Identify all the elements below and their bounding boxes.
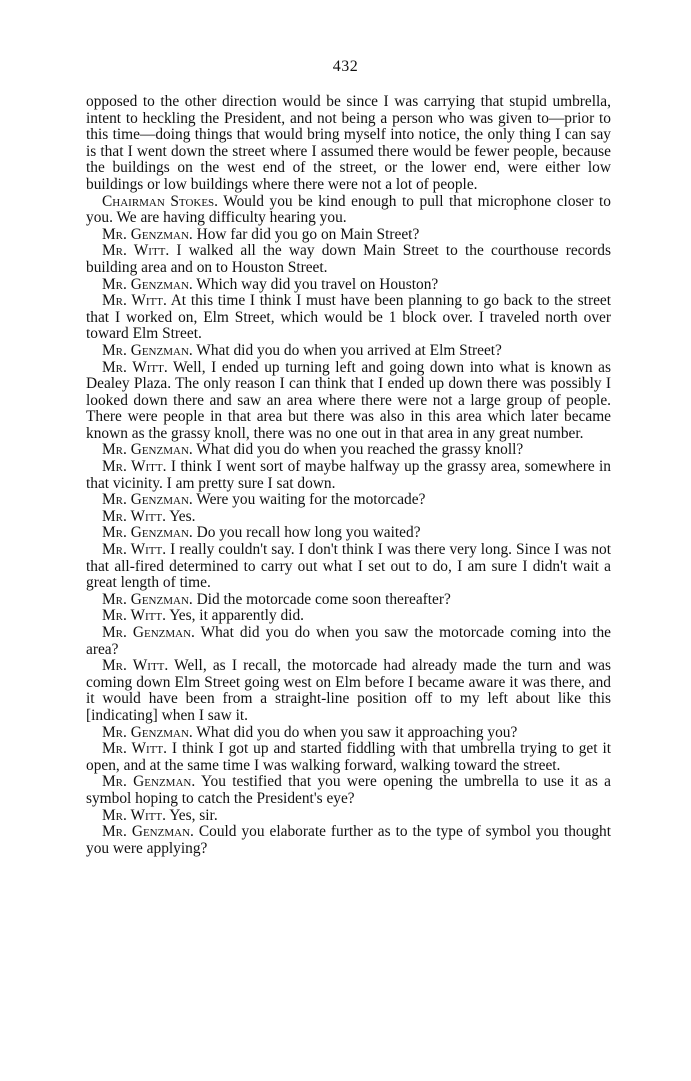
paragraph (86, 343, 611, 360)
paragraph-text: What did you do when you arrived at Elm Street? (192, 341, 502, 359)
speaker-name: Mr. Genzman. (102, 723, 193, 741)
paragraph (86, 442, 611, 459)
paragraph (86, 492, 611, 509)
paragraph-text: Would you be kind enough to pull that microphone closer to you. We are having difficulty hearing you. (86, 192, 611, 227)
speaker-name: Mr. Genzman. (102, 275, 193, 293)
paragraph (86, 459, 611, 492)
paragraph-text: Do you recall how long you waited? (192, 524, 421, 542)
paragraph-text: Well, I ended up turning left and going down into what is known as Dealey Plaza. The only reason I can think that I ended up down there was possibly I looked down there and saw an area where there were not a large group of people. There were people in that area but there was also in this area which later became known as the grassy knoll, there was no one out in that area in any great number. (86, 358, 611, 442)
paragraph (86, 509, 611, 526)
speaker-name: Mr. Witt. (102, 740, 167, 758)
paragraph (86, 824, 611, 857)
speaker-name: Mr. Genzman. (102, 823, 194, 841)
speaker-name: Mr. Genzman. (102, 524, 193, 542)
paragraph-text: Were you waiting for the motorcade? (192, 491, 426, 509)
speaker-name: Mr. Witt. (102, 607, 166, 625)
speaker-name: Mr. Witt. (102, 657, 169, 675)
paragraph (86, 360, 611, 443)
paragraph-text: Yes. (165, 507, 196, 525)
paragraph (86, 525, 611, 542)
paragraph-text: At this time I think I must have been planning to go back to the street that I worked on, Elm Street, which would be 1 block over. I traveled north over toward Elm Street. (86, 292, 612, 343)
speaker-name: Mr. Genzman. (102, 624, 195, 641)
paragraph (86, 277, 611, 294)
paragraph (86, 94, 611, 194)
speaker-name: Mr. Witt. (102, 541, 167, 559)
speaker-name: Mr. Genzman. (102, 773, 196, 791)
speaker-name: Mr. Witt. (102, 242, 170, 260)
speaker-name: Mr. Witt. (102, 358, 168, 376)
paragraph-text: What did you do when you reached the grassy knoll? (192, 441, 524, 459)
paragraph-text: You testified that you were opening the umbrella to use it as a symbol hoping to catch the President's eye? (86, 773, 611, 807)
paragraph (86, 625, 611, 658)
paragraph-text: Did the motorcade come soon thereafter? (192, 590, 451, 608)
paragraph (86, 293, 611, 343)
transcript-body (86, 94, 611, 857)
speaker-name: Chairman Stokes. (102, 192, 219, 210)
paragraph-text: Yes, it apparently did. (165, 607, 305, 625)
paragraph (86, 741, 611, 774)
paragraph (86, 243, 611, 276)
paragraph-text: How far did you go on Main Street? (192, 225, 420, 243)
paragraph-text: I walked all the way down Main Street to the courthouse records building area and on to Houston Street. (86, 242, 611, 276)
paragraph-text: Which way did you travel on Houston? (192, 275, 439, 293)
paragraph (86, 542, 611, 592)
paragraph-text: Yes, sir. (165, 806, 218, 824)
paragraph-text: I really couldn't say. I don't think I was there very long. Since I was not that all-fired determined to carry out what I set out to do, I am sure I didn't wait a great length of time. (86, 541, 612, 592)
paragraph-text: I think I got up and started fiddling with that umbrella trying to get it open, and at the same time I was walking forward, walking toward the street. (86, 740, 611, 774)
paragraph (86, 774, 611, 807)
paragraph (86, 592, 611, 609)
speaker-name: Mr. Witt. (102, 507, 166, 525)
paragraph (86, 608, 611, 625)
paragraph-text: opposed to the other direction would be since I was carrying that stupid umbrella, intent to heckling the President, and not being a person who was given to—prior to this time—doing things that would bring myself into notice, the only thing I can say is that I went down the street where I assumed there would be fewer people, because the buildings on the west end of the street, or the lower end, were either low buildings or low buildings where there were not a lot of people. (86, 93, 611, 193)
speaker-name: Mr. Genzman. (102, 491, 193, 509)
page-number: 432 (332, 58, 359, 75)
paragraph-text: Could you elaborate further as to the type of symbol you thought you were applying? (86, 823, 611, 857)
paragraph-text: What did you do when you saw it approaching you? (192, 723, 518, 741)
speaker-name: Mr. Witt. (102, 458, 167, 476)
paragraph (86, 194, 611, 227)
paragraph-text: What did you do when you saw the motorcade coming into the area? (86, 624, 611, 658)
speaker-name: Mr. Witt. (102, 292, 167, 310)
speaker-name: Mr. Genzman. (102, 341, 193, 359)
paragraph (86, 725, 611, 742)
paragraph (86, 658, 611, 724)
paragraph (86, 808, 611, 825)
speaker-name: Mr. Genzman. (102, 225, 193, 243)
paragraph (86, 227, 611, 244)
speaker-name: Mr. Genzman. (102, 590, 193, 608)
paragraph-text: Well, as I recall, the motorcade had already made the turn and was coming down Elm Street going west on Elm before I became aware it was there, and it would have been from a straight-line position off to my left about like this [indicating] when I saw it. (86, 657, 611, 724)
paragraph-text: I think I went sort of maybe halfway up the grassy area, somewhere in that vicinity. I am pretty sure I sat down. (86, 458, 612, 492)
speaker-name: Mr. Genzman. (102, 441, 193, 459)
speaker-name: Mr. Witt. (102, 806, 166, 824)
